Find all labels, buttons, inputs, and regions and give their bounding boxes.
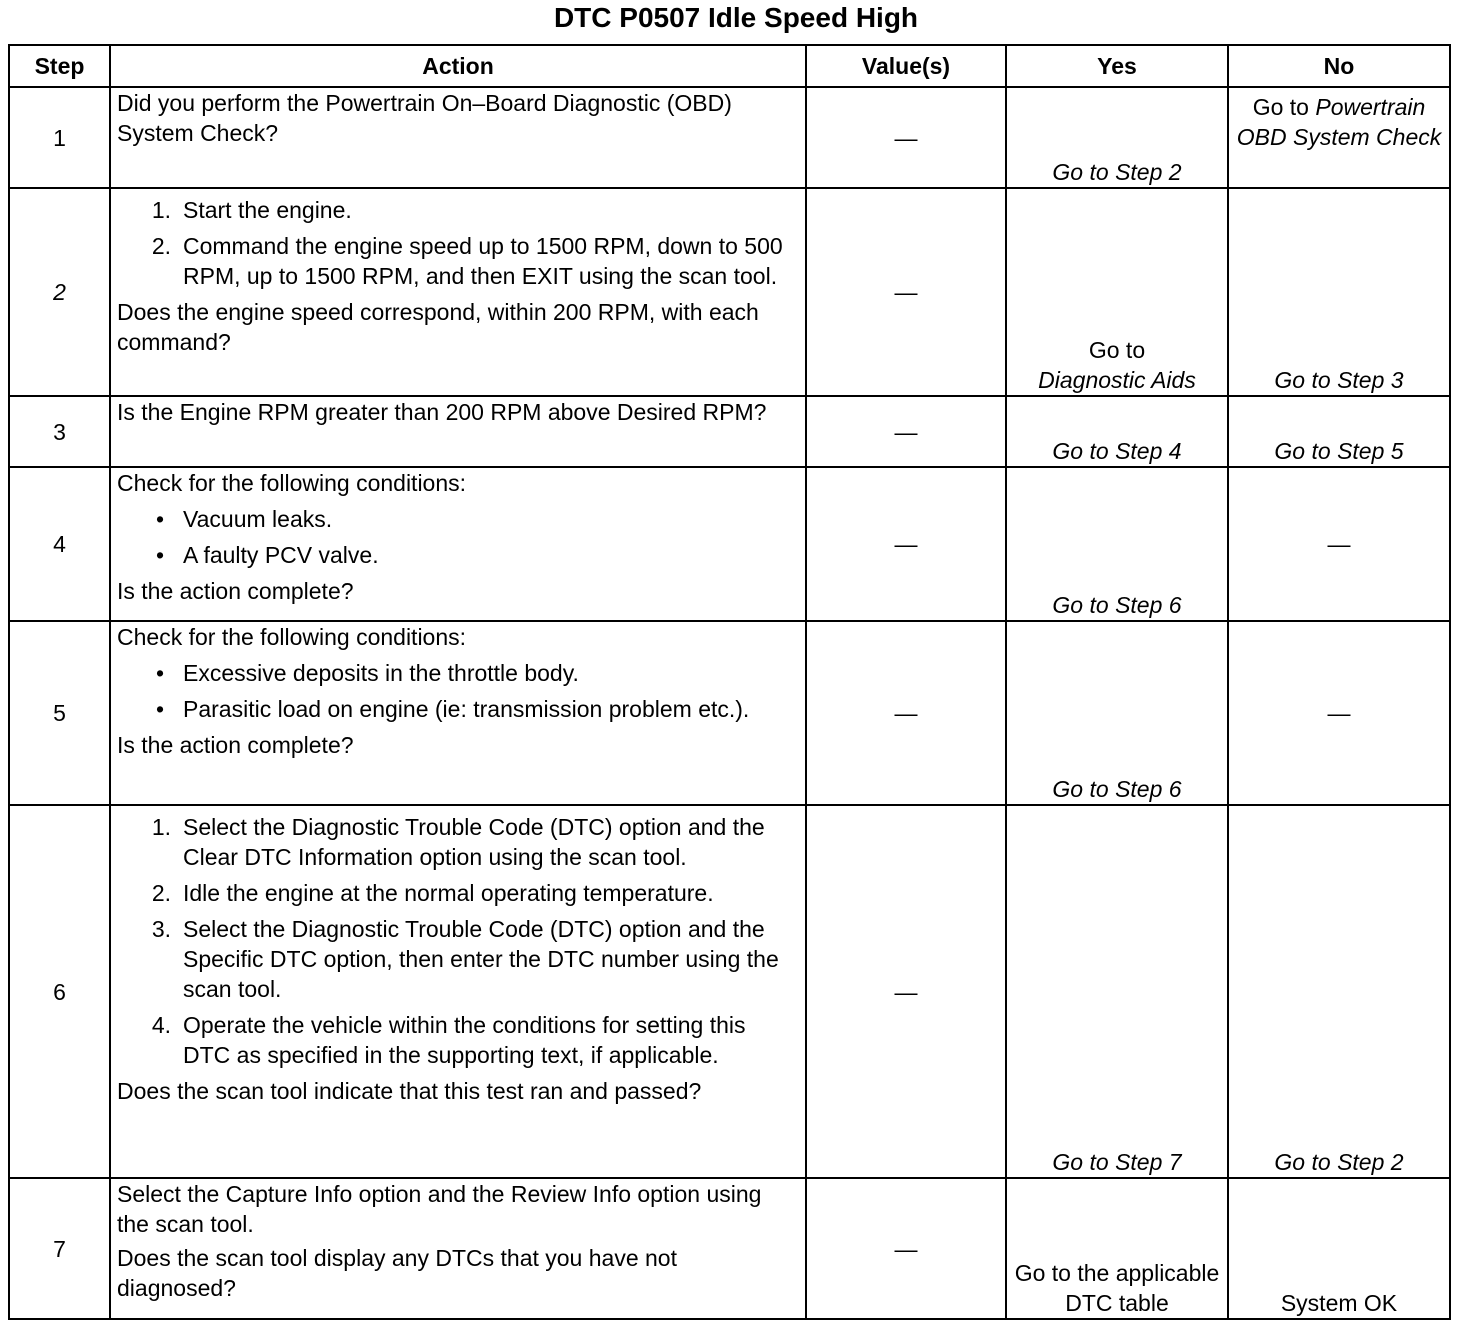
no-cell: [1228, 87, 1450, 188]
no-prefix: Go to: [1252, 94, 1309, 120]
no-cell: [1228, 396, 1450, 467]
table-row-step-5: [9, 621, 1450, 805]
list-text: Start the engine.: [183, 197, 352, 223]
step-number: 5: [9, 621, 110, 805]
no-cell: [1228, 805, 1450, 1178]
header-no: No: [1228, 45, 1450, 87]
yes-link[interactable]: Go to Step 2: [1052, 159, 1182, 185]
action-cell: [110, 1178, 806, 1319]
action-cell: [110, 805, 806, 1178]
no-link[interactable]: Go to Step 5: [1274, 438, 1404, 464]
list-marker: 2.: [151, 233, 171, 259]
yes-cell: [1006, 396, 1228, 467]
page-title: DTC P0507 Idle Speed High: [553, 2, 919, 33]
yes-link[interactable]: Diagnostic Aids: [1038, 367, 1196, 393]
bullet-marker: •: [155, 696, 165, 722]
step-number: 4: [9, 467, 110, 621]
header-row: [9, 45, 1450, 87]
value-cell: —: [806, 396, 1006, 467]
table-row-step-4: [9, 467, 1450, 621]
no-cell: —: [1228, 467, 1450, 621]
bullet-marker: •: [155, 542, 165, 568]
list-text: Select the Diagnostic Trouble Code (DTC) option and the Clear DTC Information option using the scan tool.: [183, 814, 765, 870]
yes-cell: [1006, 805, 1228, 1178]
header-yes: Yes: [1006, 45, 1228, 87]
no-link[interactable]: Go to Step 3: [1274, 367, 1404, 393]
list-marker: 2.: [151, 880, 171, 906]
yes-link[interactable]: Go to Step 6: [1052, 592, 1182, 618]
list-text: Vacuum leaks.: [183, 506, 333, 532]
list-item: [117, 504, 799, 534]
table-row-step-2: [9, 188, 1450, 396]
action-cell: [110, 396, 806, 467]
yes-link[interactable]: Go to Step 7: [1052, 1149, 1182, 1175]
action-question: Does the engine speed correspond, within 200 RPM, with each command?: [117, 299, 759, 355]
yes-cell: [1006, 87, 1228, 188]
action-cell: [110, 188, 806, 396]
dtc-table: [8, 44, 1451, 1320]
no-link[interactable]: Go to Step 2: [1274, 1149, 1404, 1175]
yes-cell: [1006, 1178, 1228, 1319]
list-item: [117, 694, 799, 724]
header-action: Action: [110, 45, 806, 87]
yes-cell: [1006, 467, 1228, 621]
list-marker: 1.: [151, 814, 171, 840]
yes-cell: [1006, 621, 1228, 805]
list-item: [117, 878, 799, 908]
action-text: Select the Capture Info option and the Review Info option using the scan tool.: [117, 1181, 762, 1237]
list-text: Excessive deposits in the throttle body.: [183, 660, 579, 686]
value-cell: —: [806, 87, 1006, 188]
step-number: 1: [9, 87, 110, 188]
value-cell: —: [806, 621, 1006, 805]
table-row-step-7: [9, 1178, 1450, 1319]
action-question: Does the scan tool indicate that this test ran and passed?: [117, 1078, 702, 1104]
action-intro: Check for the following conditions:: [117, 470, 467, 496]
list-marker: 1.: [151, 197, 171, 223]
yes-cell: [1006, 188, 1228, 396]
action-question: Does the scan tool display any DTCs that you have not diagnosed?: [117, 1245, 677, 1301]
list-item: [117, 658, 799, 688]
list-text: Operate the vehicle within the conditions for setting this DTC as specified in the supporting text, if applicable.: [183, 1012, 746, 1068]
action-text: Is the Engine RPM greater than 200 RPM above Desired RPM?: [117, 399, 767, 425]
list-item: [117, 812, 799, 872]
table-row-step-1: [9, 87, 1450, 188]
no-text: System OK: [1280, 1290, 1398, 1316]
step-number: 2: [9, 188, 110, 396]
list-item: [117, 1010, 799, 1070]
value-cell: —: [806, 805, 1006, 1178]
action-cell: [110, 87, 806, 188]
table-row-step-6: [9, 805, 1450, 1178]
no-link[interactable]: Powertrain OBD System Check: [1236, 94, 1442, 150]
yes-prefix: Go to: [1088, 337, 1146, 363]
value-cell: —: [806, 188, 1006, 396]
list-text: Select the Diagnostic Trouble Code (DTC) option and the Specific DTC option, then enter the DTC number using the scan tool.: [183, 916, 779, 1002]
step-number: 6: [9, 805, 110, 1178]
step-number: 3: [9, 396, 110, 467]
list-marker: 4.: [151, 1012, 171, 1038]
step-number: 7: [9, 1178, 110, 1319]
list-item: [117, 195, 799, 225]
action-cell: [110, 621, 806, 805]
action-question: Is the action complete?: [117, 578, 354, 604]
list-text: Command the engine speed up to 1500 RPM, down to 500 RPM, up to 1500 RPM, and then EXIT using the scan tool.: [183, 233, 783, 289]
list-item: [117, 231, 799, 291]
value-cell: —: [806, 467, 1006, 621]
bullet-marker: •: [155, 660, 165, 686]
list-item: [117, 914, 799, 1004]
no-cell: —: [1228, 621, 1450, 805]
list-item: [117, 540, 799, 570]
action-text: Did you perform the Powertrain On–Board Diagnostic (OBD) System Check?: [117, 90, 732, 146]
list-text: Idle the engine at the normal operating temperature.: [183, 880, 714, 906]
header-step: Step: [9, 45, 110, 87]
table-row-step-3: [9, 396, 1450, 467]
action-cell: [110, 467, 806, 621]
list-marker: 3.: [151, 916, 171, 942]
bullet-marker: •: [155, 506, 165, 532]
action-question: Is the action complete?: [117, 732, 354, 758]
no-cell: [1228, 188, 1450, 396]
no-cell: [1228, 1178, 1450, 1319]
list-text: Parasitic load on engine (ie: transmission problem etc.).: [183, 696, 750, 722]
list-text: A faulty PCV valve.: [183, 542, 379, 568]
action-intro: Check for the following conditions:: [117, 624, 467, 650]
yes-link[interactable]: Go to Step 4: [1052, 438, 1182, 464]
value-cell: —: [806, 1178, 1006, 1319]
yes-link[interactable]: Go to Step 6: [1052, 776, 1182, 802]
header-values: Value(s): [806, 45, 1006, 87]
yes-text: Go to the applicable DTC table: [1014, 1260, 1220, 1316]
